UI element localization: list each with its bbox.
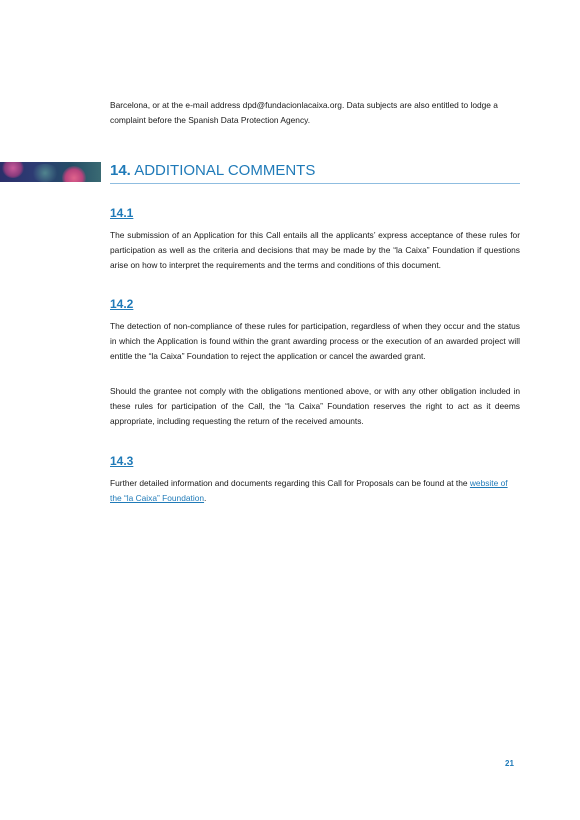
- section-heading: [110, 160, 520, 184]
- subsection-heading-14-3: 14.3: [110, 454, 134, 468]
- subsection-14-3-text-end: .: [204, 493, 207, 503]
- subsection-14-2-paragraph-2: Should the grantee not comply with the obligations mentioned above, or with any other obligation included in these rules for participation of the Call, the “la Caixa” Foundation reserves the right to act as it deems appropriate, including requesting the return of the received amounts.: [110, 386, 520, 426]
- subsection-heading-14-1: 14.1: [110, 206, 134, 220]
- subsection-14-1-paragraph: The submission of an Application for this Call entails all the applicants’ express acceptance of these rules for participation as well as the criteria and decisions that may be made by the “la Caixa” Foundation if questions arise on how to interpret the requirements and the terms and conditions of this document.: [110, 230, 520, 270]
- page-number: 21: [505, 759, 514, 768]
- subsection-14-3-paragraph: [110, 476, 520, 506]
- section-banner-image: [0, 162, 101, 182]
- subsection-14-2-paragraph-1: The detection of non-compliance of these rules for participation, regardless of when they occur and the status in which the Application is found within the grant awarding process or the execution of an awarded project will entitle the “la Caixa” Foundation to reject the application or cancel the awarded grant.: [110, 321, 520, 361]
- banner-decor: [62, 166, 86, 182]
- foundation-website-link[interactable]: website of the “la Caixa” Foundation: [110, 478, 508, 503]
- section-number: 14.: [110, 162, 131, 179]
- section-title-text: ADDITIONAL COMMENTS: [134, 162, 316, 179]
- intro-paragraph: Barcelona, or at the e-mail address dpd@fundacionlacaixa.org. Data subjects are also entitled to lodge a complaint before the Spanish Data Protection Agency.: [110, 100, 498, 125]
- subsection-14-3-text: Further detailed information and documents regarding this Call for Proposals can be found at the: [110, 478, 470, 488]
- banner-decor: [2, 162, 24, 178]
- subsection-heading-14-2: 14.2: [110, 297, 134, 311]
- banner-decor: [30, 164, 60, 182]
